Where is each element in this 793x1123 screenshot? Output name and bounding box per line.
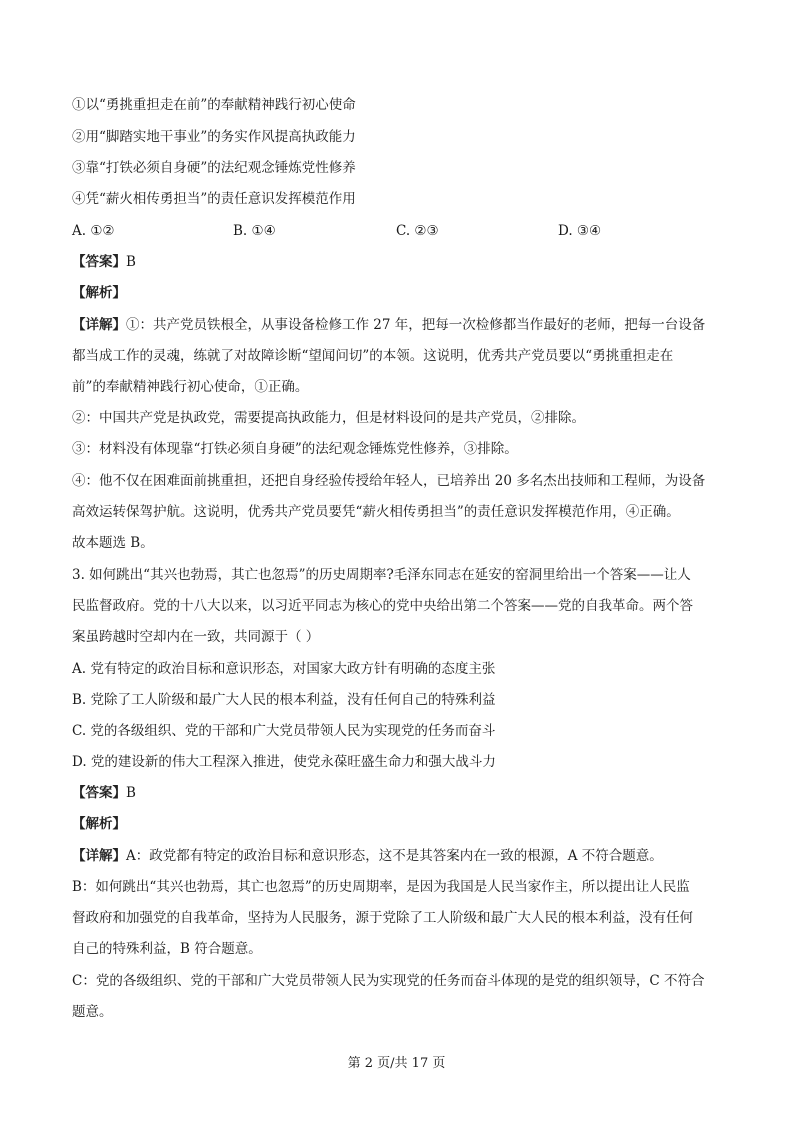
analysis-heading: 【解析】 <box>72 816 126 832</box>
detail-line: ③：材料没有体现靠“打铁必须自身硬”的法纪观念锤炼党性修养，③排除。 <box>72 441 518 457</box>
question-stem: 3. 如何跳出“其兴也勃焉，其亡也忽焉”的历史周期率?毛泽东同志在延安的窑洞里给出一个答案——让人 <box>72 567 691 583</box>
option-c: C. 党的各级组织、党的干部和广大党员带领人民为实现党的任务而奋斗 <box>72 723 496 739</box>
option-d: D. 党的建设新的伟大工程深入推进，使党永葆旺盛生命力和强大战斗力 <box>72 754 496 770</box>
detail-tag: 【详解】 <box>72 317 126 333</box>
question-stem: 案虽跨越时空却内在一致，共同源于（ ） <box>72 629 320 645</box>
answer-tag: 【答案】 <box>72 254 126 270</box>
detail-line: 题意。 <box>72 1004 113 1020</box>
answer-value: B <box>126 785 136 801</box>
detail-line: C：党的各级组织、党的干部和广大党员带领人民为实现党的任务而奋斗体现的是党的组织领导，C 不符合 <box>72 973 705 989</box>
statement-2: ②用“脚踏实地干事业”的务实作风提高执政能力 <box>72 129 356 145</box>
option-d: D. ③④ <box>558 223 602 239</box>
detail-line: 【详解】①：共产党员铁根全，从事设备检修工作 27 年，把每一次检修都当作最好的老师，把每一台设备 <box>72 317 706 333</box>
option-c: C. ②③ <box>396 223 439 239</box>
detail-line: ②：中国共产党是执政党，需要提高执政能力，但是材料设问的是共产党员，②排除。 <box>72 410 585 426</box>
page-number: 第 2 页/共 17 页 <box>347 1056 446 1071</box>
detail-line: B：如何跳出“其兴也勃焉，其亡也忽焉”的历史周期率，是因为我国是人民当家作主，所以提出让人民监 <box>72 879 690 895</box>
detail-line: 前”的奉献精神践行初心使命，①正确。 <box>72 379 309 395</box>
statement-3: ③靠“打铁必须自身硬”的法纪观念锤炼党性修养 <box>72 160 356 176</box>
statement-4: ④凭“薪火相传勇担当”的责任意识发挥模范作用 <box>72 191 356 207</box>
option-b: B. 党除了工人阶级和最广大人民的根本利益，没有任何自己的特殊利益 <box>72 692 496 708</box>
option-a: A. ①② <box>72 223 115 239</box>
answer-line <box>72 784 136 802</box>
option-a: A. 党有特定的政治目标和意识形态，对国家大政方针有明确的态度主张 <box>72 661 496 677</box>
statement-1: ①以“勇挑重担走在前”的奉献精神践行初心使命 <box>72 97 356 113</box>
answer-value: B <box>126 254 136 270</box>
detail-line: 高效运转保驾护航。这说明，优秀共产党员要凭“薪火相传勇担当”的责任意识发挥模范作用，④正确。 <box>72 504 680 520</box>
answer-tag: 【答案】 <box>72 785 126 801</box>
detail-line: ④：他不仅在困难面前挑重担，还把自身经验传授给年轻人，已培养出 20 多名杰出技师和工程师，为设备 <box>72 473 706 489</box>
detail-line: 督政府和加强党的自我革命，坚持为人民服务，源于党除了工人阶级和最广大人民的根本利益，没有任何 <box>72 910 693 926</box>
detail-line: 都当成工作的灵魂，练就了对故障诊断“望闻问切”的本领。这说明，优秀共产党员要以“勇挑重担走在 <box>72 348 674 364</box>
detail-line: 故本题选 B。 <box>72 535 154 551</box>
analysis-heading: 【解析】 <box>72 285 126 301</box>
question-stem: 民监督政府。党的十八大以来，以习近平同志为核心的党中央给出第二个答案——党的自我革命。两个答 <box>72 598 693 614</box>
detail-tag: 【详解】 <box>72 848 126 864</box>
detail-line: 【详解】A：政党都有特定的政治目标和意识形态，这不是其答案内在一致的根源，A 不符合题意。 <box>72 848 663 864</box>
answer-line <box>72 253 136 271</box>
detail-line: 自己的特殊利益，B 符合题意。 <box>72 941 262 957</box>
option-b: B. ①④ <box>233 223 276 239</box>
